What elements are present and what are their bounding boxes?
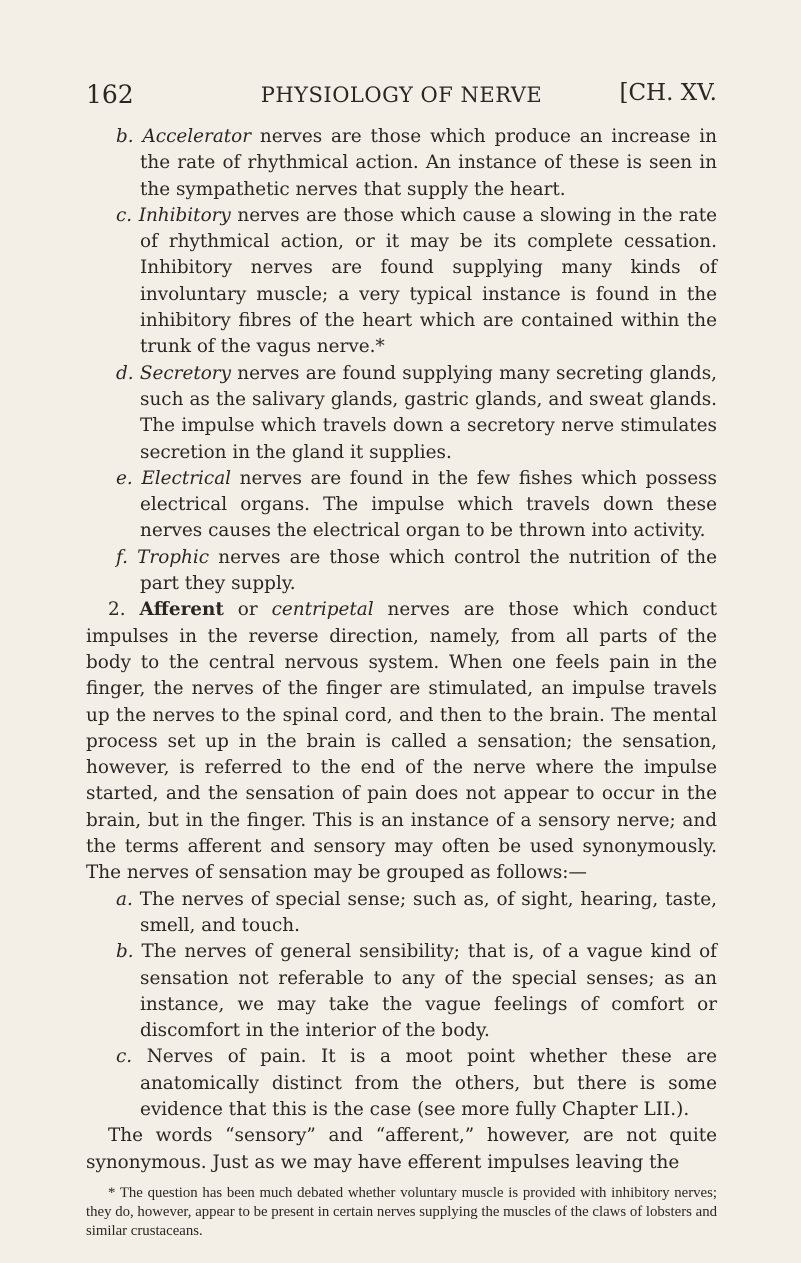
closing-paragraph: The words “sensory” and “afferent,” however, are not quite synonymous. Just as we may have efferent impulses leaving the (86, 1125, 717, 1173)
chapter-label: [CH. XV. (619, 80, 717, 106)
list-item: e. Electrical nerves are found in the few fishes which possess electrical organs. The impulse which travels down these nerves causes the electrical organ to be thrown into activity. (116, 467, 717, 542)
list-item: c. Inhibitory nerves are those which cause a slowing in the rate of rhythmical action, or it may be its complete cessation. Inhibitory nerves are found supplying many kinds of involuntary muscle; a very typical instance is found in the inhibitory fibres of the heart which are contained within the trunk of the vagus nerve.* (116, 204, 718, 358)
term: Secretory (139, 362, 231, 384)
sensory-item: a. The nerves of special sense; such as, of sight, hearing, taste, smell, and touch. (116, 888, 717, 936)
page-number: 162 (86, 80, 134, 109)
list-item: b. Accelerator nerves are those which produce an increase in the rate of rhythmical action. An instance of these is seen in the sympathetic nerves that supply the heart. (116, 126, 717, 200)
term: Accelerator (142, 126, 252, 147)
running-title: PHYSIOLOGY OF NERVE (260, 83, 543, 107)
list-item: d. Secretory nerves are found supplying many secreting glands, such as the salivary glands, gastric glands, and sweat glands. The impulse which travels down a secretory nerve stimulates secretion in the gland it supplies. (116, 362, 717, 463)
sensory-item: c. Nerves of pain. It is a moot point whether these are anatomically distinct from the others, but there is some evidence that this is the case (see more fully Chapter LII.). (116, 1046, 717, 1120)
footnote: * The question has been much debated whether voluntary muscle is provided with inhibitory nerves; they do, however, appear to be present in certain nerves supplying the muscles of the claws of lobsters and similar crustaceans. (86, 1184, 717, 1239)
afferent-paragraph: 2. Afferent or centripetal nerves are those which conduct impulses in the reverse direction, namely, from all parts of the body to the central nervous system. When one feels pain in the finger, the nerves of the finger are stimulated, an impulse travels up the nerves to the spinal cord, and then to the brain. The mental process set up in the brain is called a sensation; the sensation, however, is referred to the end of the nerve where the impulse started, and the sensation of pain does not appear to occur in the brain, but in the finger. This is an instance of a sensory nerve; and the terms afferent and sensory may often be used synonymously. The nerves of sensation may be grouped as follows:— (86, 599, 717, 884)
term: Trophic (137, 546, 210, 568)
list-item: f. Trophic nerves are those which control the nutrition of the part they supply. (116, 546, 717, 595)
term: Electrical (141, 467, 232, 489)
page-header (86, 80, 717, 110)
main-text (86, 124, 717, 1176)
term: Inhibitory (138, 204, 231, 226)
sensory-item: b. The nerves of general sensibility; that is, of a vague kind of sensation not referable to any of the special senses; as an instance, we may take the vague feelings of comfort or discomfort in the interior of the body. (116, 941, 717, 1042)
